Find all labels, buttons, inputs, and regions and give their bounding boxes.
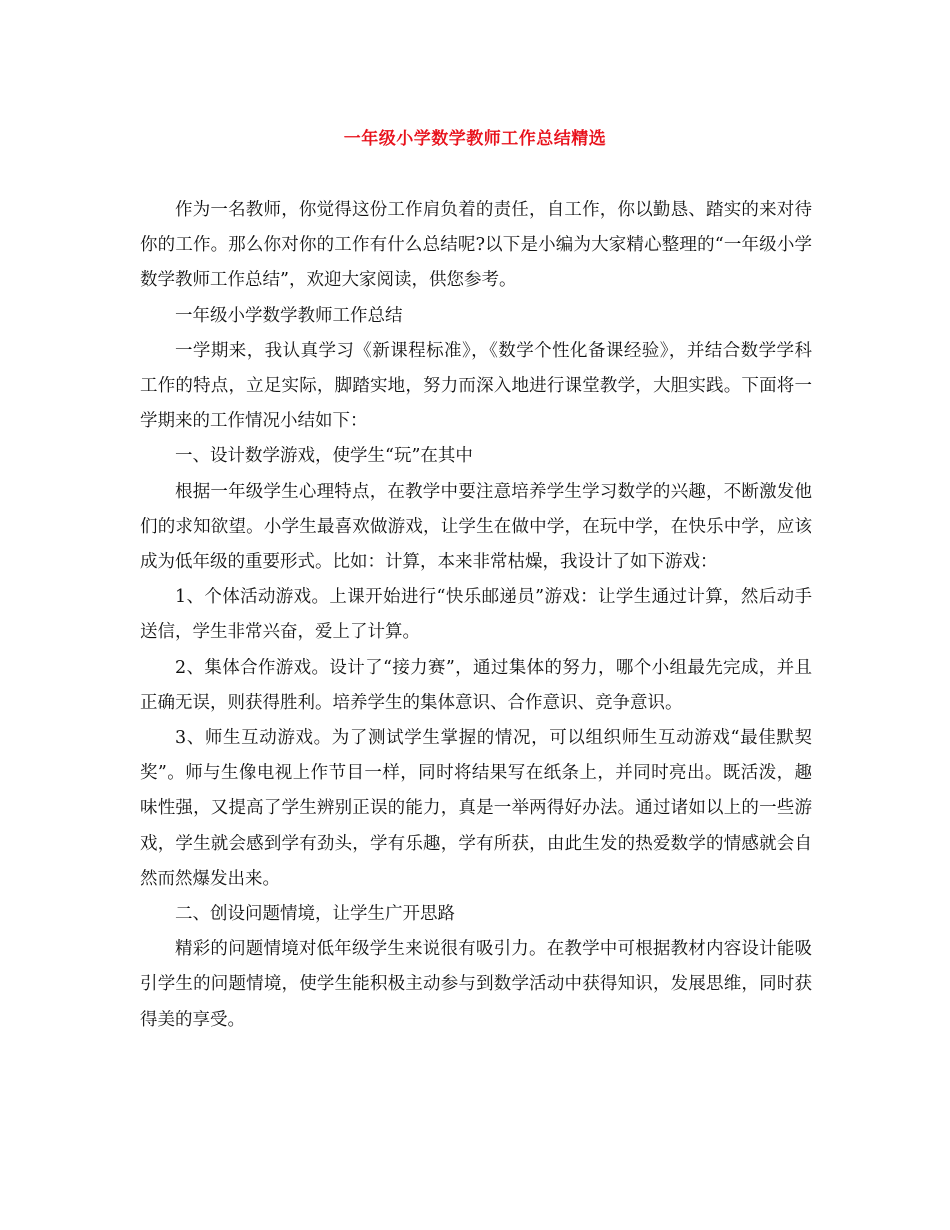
paragraph: 作为一名教师，你觉得这份工作肩负着的责任，自工作，你以勤恳、踏实的来对待你的工作。那么你对你的工作有什么总结呢?以下是小编为大家精心整理的“一年级小学数学教师工作总结”，欢迎大家阅读，供您参考。 bbox=[140, 200, 812, 291]
section-heading: 一、设计数学游戏，使学生“玩”在其中 bbox=[175, 446, 473, 467]
list-item: 1、个体活动游戏。上课开始进行“快乐邮递员”游戏：让学生通过计算，然后动手送信，学生非常兴奋，爱上了计算。 bbox=[140, 587, 812, 643]
paragraph: 根据一年级学生心理特点，在教学中要注意培养学生学习数学的兴趣，不断激发他们的求知欲望。小学生最喜欢做游戏，让学生在做中学，在玩中学，在快乐中学，应该成为低年级的重要形式。比如：计算，本来非常枯燥，我设计了如下游戏： bbox=[140, 481, 812, 573]
paragraph: 精彩的问题情境对低年级学生来说很有吸引力。在教学中可根据教材内容设计能吸引学生的问题情境，使学生能积极主动参与到数学活动中获得知识，发展思维，同时获得美的享受。 bbox=[140, 939, 812, 1030]
document-title: 一年级小学数学教师工作总结精选 bbox=[343, 129, 607, 149]
section-heading: 二、创设问题情境，让学生广开思路 bbox=[175, 904, 455, 925]
paragraph: 一学期来，我认真学习《新课程标准》，《数学个性化备课经验》，并结合数学学科工作的特点，立足实际，脚踏实地，努力而深入地进行课堂教学，大胆实践。下面将一学期来的工作情况小结如下： bbox=[140, 340, 812, 432]
list-item: 3、师生互动游戏。为了测试学生掌握的情况，可以组织师生互动游戏“最佳默契奖”。师与生像电视上作节目一样，同时将结果写在纸条上，并同时亮出。既活泼，趣味性强，又提高了学生辨别正误的能力，真是一举两得好办法。通过诸如以上的一些游戏，学生就会感到学有劲头，学有乐趣，学有所获，由此生发的热爱数学的情感就会自然而然爆发出来。 bbox=[140, 728, 812, 889]
document-body bbox=[140, 193, 812, 1038]
list-item: 2、集体合作游戏。设计了“接力赛”，通过集体的努力，哪个小组最先完成，并且正确无误，则获得胜利。培养学生的集体意识、合作意识、竞争意识。 bbox=[140, 657, 812, 713]
subtitle-paragraph: 一年级小学数学教师工作总结 bbox=[175, 305, 403, 326]
